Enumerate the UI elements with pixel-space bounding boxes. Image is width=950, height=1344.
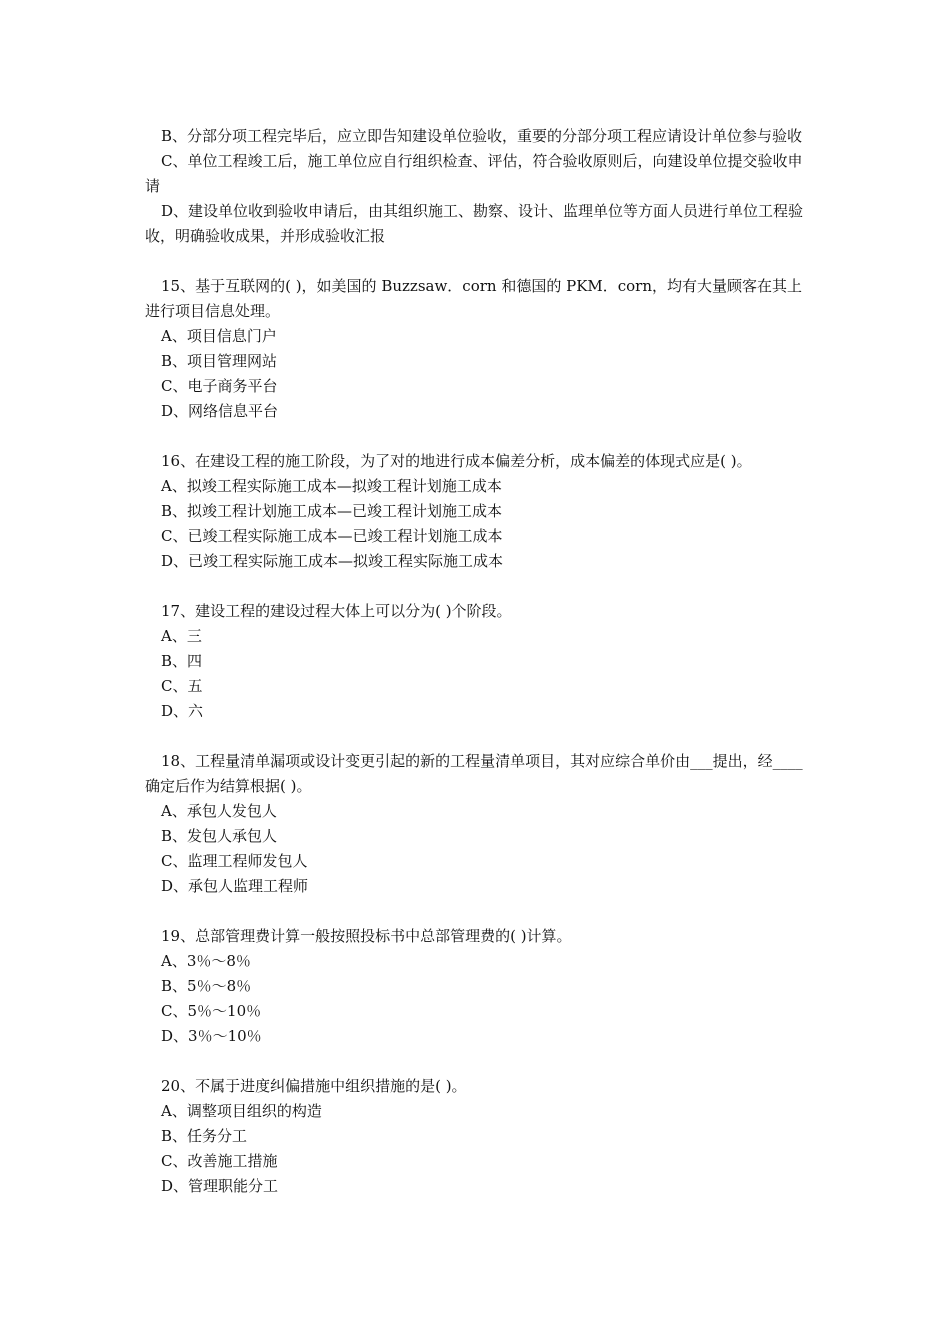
option-d: D、3％～10％: [161, 1027, 262, 1045]
spacer: [145, 899, 815, 924]
option-a: A、三: [161, 627, 202, 645]
option-c: C、5％～10％: [161, 1002, 262, 1020]
option-a: A、拟竣工程实际施工成本—拟竣工程计划施工成本: [161, 477, 502, 495]
option-c: C、单位工程竣工后，施工单位应自行组织检查、评估，符合验收原则后，向建设单位提交验收申请: [145, 152, 803, 195]
option-a: A、项目信息门户: [161, 327, 277, 345]
question-17: [145, 599, 815, 724]
option-d: D、管理职能分工: [161, 1177, 279, 1195]
option-a: A、调整项目组织的构造: [161, 1102, 322, 1120]
option-b: B、拟竣工程计划施工成本—已竣工程计划施工成本: [161, 502, 503, 520]
question-15: [145, 274, 815, 424]
option-b: B、任务分工: [161, 1127, 248, 1145]
question-16: [145, 449, 815, 574]
option-c: C、五: [161, 677, 203, 695]
option-c: C、改善施工措施: [161, 1152, 278, 1170]
option-d: D、六: [161, 702, 204, 720]
question-stem: 19、总部管理费计算一般按照投标书中总部管理费的( )计算。: [161, 927, 572, 945]
option-c: C、已竣工程实际施工成本—已竣工程计划施工成本: [161, 527, 503, 545]
option-b: B、发包人承包人: [161, 827, 278, 845]
option-b: B、分部分项工程完毕后，应立即告知建设单位验收，重要的分部分项工程应请设计单位参与验收: [161, 127, 803, 145]
option-b: B、四: [161, 652, 203, 670]
spacer: [145, 249, 815, 274]
question-20: [145, 1074, 815, 1199]
option-a: A、3％～8％: [161, 952, 251, 970]
question-stem: 18、工程量清单漏项或设计变更引起的新的工程量清单项目，其对应综合单价由___提出，经____确定后作为结算根据( )。: [145, 752, 803, 795]
option-d: D、已竣工程实际施工成本—拟竣工程实际施工成本: [161, 552, 504, 570]
question-stem: 17、建设工程的建设过程大体上可以分为( )个阶段。: [161, 602, 512, 620]
question-stem: 20、不属于进度纠偏措施中组织措施的是( )。: [161, 1077, 467, 1095]
spacer: [145, 574, 815, 599]
question-stem: 16、在建设工程的施工阶段，为了对的地进行成本偏差分析，成本偏差的体现式应是( )。: [161, 452, 752, 470]
spacer: [145, 724, 815, 749]
spacer: [145, 1049, 815, 1074]
option-d: D、网络信息平台: [161, 402, 279, 420]
option-d: D、建设单位收到验收申请后，由其组织施工、勘察、设计、监理单位等方面人员进行单位工程验收，明确验收成果，并形成验收汇报: [145, 202, 804, 245]
option-b: B、项目管理网站: [161, 352, 278, 370]
question-stem: 15、基于互联网的( )，如美国的 Buzzsaw．corn 和德国的 PKM．corn，均有大量顾客在其上进行项目信息处理。: [145, 277, 803, 320]
continued-options: [145, 124, 815, 249]
spacer: [145, 424, 815, 449]
question-18: [145, 749, 815, 899]
option-c: C、电子商务平台: [161, 377, 278, 395]
option-d: D、承包人监理工程师: [161, 877, 309, 895]
document-body: [145, 124, 815, 1199]
option-b: B、5％～8％: [161, 977, 252, 995]
option-c: C、监理工程师发包人: [161, 852, 308, 870]
question-19: [145, 924, 815, 1049]
option-a: A、承包人发包人: [161, 802, 277, 820]
